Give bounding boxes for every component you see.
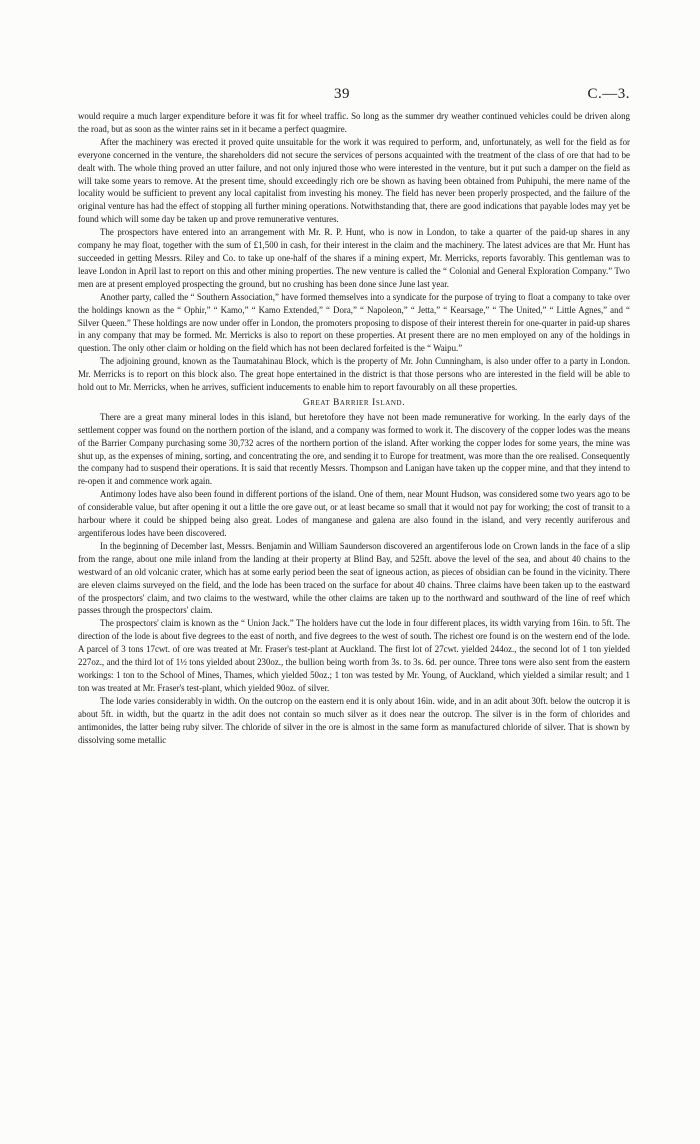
section-heading: Great Barrier Island. [302,397,406,408]
paragraph-mineral-lodes: There are a great many mineral lodes in this island, but heretofore they have not been made remunerative for working. In the early days of the settlement copper was found on the northern portion of the island, and a company was formed to work it. The discovery of the copper lodes was the means of the Barrier Company purchasing some 30,732 acres of the northern portion of the island. After working the copper lodes for some years, the mine was shut up, as the expenses of mining, sorting, and concentrating the ore, and sending it to Europe for treatment, was more than the ore realised. Consequently the company had to suspend their operations. It is said that recently Messrs. Thompson and Lanigan have taken up the copper mine, and that they intend to re-open it and commence work again. [78,411,630,487]
paragraph-antimony-lodes: Antimony lodes have also been found in different portions of the island. One of them, near Mount Hudson, was considered some two years ago to be of considerable value, but after opening it out a little the ore gave out, or at least became so small that it would not pay for working; the cost of transit to a harbour where it could be shipped being also great. Lodes of manganese and galena are also found in the island, and very recently auriferous and argentiferous lodes have been discovered. [78,489,630,538]
paragraph-argentiferous-lode: In the beginning of December last, Messrs. Benjamin and William Saunderson discovered an argentiferous lode on Crown lands in the face of a slip from the range, about one mile inland from the landing at their property at Blind Bay, and 525ft. above the level of the sea, and about 40 chains to the westward of an old volcanic crater, which has at some early period been the seat of igneous action, as pieces of obsidian can be found in the vicinity. There are eleven claims surveyed on the field, and the lode has been traced on the surface for about 40 chains. Three claims have been taken up to the eastward of the prospectors' claim, and two claims to the westward, while the other claims are taken up to the northward and southward of the line of reef which passes through the prospectors' claim. [78,540,630,616]
document-reference: C.—3. [587,86,630,102]
paragraph-continuation: would require a much larger expenditure before it was fit for wheel traffic. So long as the summer dry weather continued vehicles could be driven along the road, but as soon as the winter rains set in it became a perfect quagmire. [78,111,630,134]
page-number: 39 [334,86,350,102]
paragraph-machinery: After the machinery was erected it proved quite unsuitable for the work it was required to perform, and, unfortunately, as well for the field as for everyone concerned in the venture, the shareholders did not secure the services of persons acquainted with the treatment of the class of ore that had to be dealt with. The whole thing proved an utter failure, and not only injured those who were interested in the venture, but it put such a damper on the field as will take some years to remove. At the present time, should exceedingly rich ore be shown as having been obtained from Puhipuhi, the mere name of the locality would be sufficient to prevent any local capitalist from investing his money. The field has never been properly prospected, and the failure of the original venture has had the effect of stopping all further mining operations. Notwithstanding that, there are good indications that payable lodes may yet be found which will some day be taken up and prove remunerative ventures. [78,136,630,225]
paragraph-taumatahinau-block: The adjoining ground, known as the Taumatahinau Block, which is the property of Mr. John Cunningham, is also under offer to a party in London. Mr. Merricks is to report on this block also. The great hope entertained in the district is that those persons who are interested in the field will be able to hold out to Mr. Merricks, when he arrives, sufficient inducements to enable him to report favourably on all these properties. [78,356,630,393]
body-text [78,110,630,746]
paragraph-lode-width: The lode varies considerably in width. On the outcrop on the eastern end it is only about 16in. wide, and in an adit about 30ft. below the outcrop it is about 5ft. in width, but the quartz in the adit does not contain so much silver as it does near the outcrop. The silver is in the form of chlorides and antimonides, the latter being ruby silver. The chloride of silver in the ore is almost in the same form as manufactured chloride of silver. That is shown by dissolving some metallic [78,695,630,745]
paragraph-union-jack: The prospectors' claim is known as the “ Union Jack.” The holders have cut the lode in four different places, its width varying from 16in. to 5ft. The direction of the lode is about five degrees to the east of north, and five degrees to the west of south. The richest ore found is on the western end of the lode. A parcel of 3 tons 17cwt. of ore was treated at Mr. Fraser's test-plant at Auckland. The first lot of 27cwt. yielded 244oz., the second lot of 1 ton yielded 227oz., and the third lot of 1½ tons yielded about 230oz., the bullion being worth from 3s. to 3s. 6d. per ounce. Three tons were also sent from the eastern workings: 1 ton to the School of Mines, Thames, which yielded 50oz.; 1 ton was tested by Mr. Young, of Auckland, which yielded a similar result; and 1 ton was treated at Mr. Fraser's test-plant, which yielded 90oz. of silver. [78,618,630,693]
paragraph-southern-association: Another party, called the “ Southern Association,” have formed themselves into a syndicate for the purpose of trying to float a company to take over the holdings known as the “ Ophir,” “ Kamo,” “ Kamo Extended,” “ Dora,” “ Napoleon,” “ Jetta,” “ Kearsage,” “ The United,” “ Little Agnes,” and “ Silver Queen.” These holdings are now under offer in London, the promoters proposing to dispose of their interest therein for one-quarter in paid-up shares in any company that may be formed. Mr. Merricks is also to report on these properties. At present there are no men employed on any of the holdings in question. The only other claim or holding on the field which has not been declared forfeited is the “ Waipu.” [78,291,630,354]
paragraph-prospectors-arrangement: The prospectors have entered into an arrangement with Mr. R. P. Hunt, who is now in London, to take a quarter of the paid-up shares in any company he may float, together with the sum of £1,500 in cash, for their interest in the claim and the machinery. The latest advices are that Mr. Hunt has succeeded in getting Messrs. Riley and Co. to take up one-half of the shares if a mining expert, Mr. Merricks, reports favorably. This gentleman was to leave London in April last to report on this and other mining properties. The new venture is called the “ Colonial and General Exploration Company.” Two men are at present employed prospecting the ground, but no crushing has been done since June last year. [78,227,630,289]
page-header [78,86,630,106]
